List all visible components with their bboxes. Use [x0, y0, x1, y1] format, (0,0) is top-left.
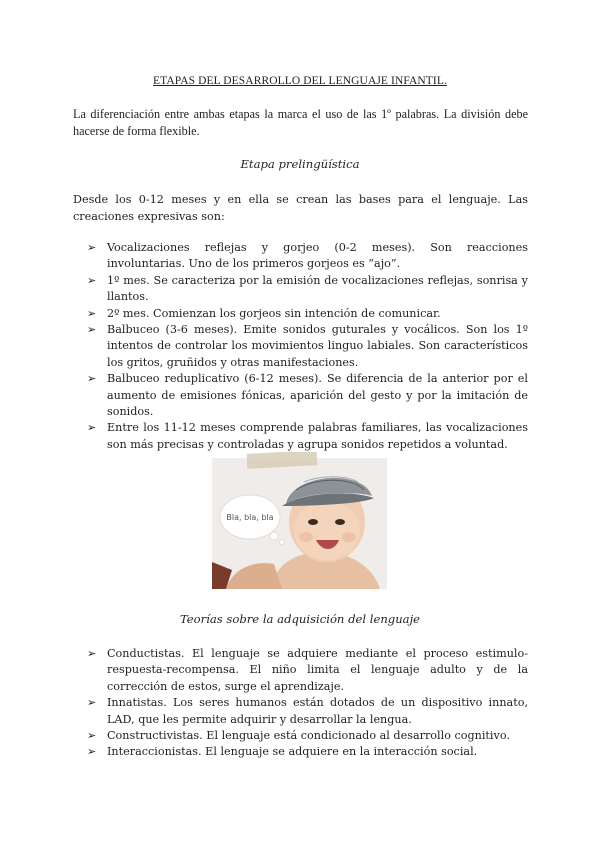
arrow-bullet-icon: ➢	[87, 696, 97, 710]
bullet-text: 1º mes. Se caracteriza por la emisión de vocalizaciones reflejas, sonrisa y llantos.	[107, 273, 528, 304]
section1-intro: Desde los 0-12 meses y en ella se crean las bases para el lenguaje. Las creaciones expresivas son:	[73, 193, 528, 223]
list-item	[87, 371, 528, 420]
arrow-bullet-icon: ➢	[87, 745, 97, 759]
bullet-text: Entre los 11-12 meses comprende palabras familiares, las vocalizaciones son más precisas y controladas y agrupa sonidos repetidos a voluntad.	[107, 421, 528, 451]
section-heading-theories: Teorías sobre la adquisición del lenguaje	[179, 612, 421, 626]
intro-paragraph: La diferenciación entre ambas etapas la marca el uso de las 1º palabras. La división debe hacerse de forma flexible.	[73, 107, 528, 138]
bullet-text: Vocalizaciones reflejas y gorjeo (0-2 meses). Son reacciones involuntarias. Uno de los primeros gorjeos es “ajo”.	[107, 241, 528, 271]
speech-bubble-text: Bla, bla, bla	[226, 513, 274, 522]
bullet-text: Interaccionistas. El lenguaje se adquiere en la interacción social.	[107, 745, 478, 759]
bullet-text: 2º mes. Comienzan los gorjeos sin intención de comunicar.	[107, 306, 441, 320]
section-heading-prelinguistic: Etapa prelingüística	[240, 157, 360, 171]
list-item	[87, 744, 528, 760]
list-item	[87, 646, 528, 695]
bullet-text: Constructivistas. El lenguaje está condicionado al desarrollo cognitivo.	[107, 729, 510, 743]
bullet-text: Balbuceo (3-6 meses). Emite sonidos guturales y vocálicos. Son los 1º intentos de controlar los movimientos linguo labiales. Son característicos los gritos, gruñidos y otras manifestaciones.	[107, 323, 528, 369]
list-item	[87, 420, 528, 453]
arrow-bullet-icon: ➢	[87, 729, 97, 743]
arrow-bullet-icon: ➢	[87, 421, 97, 435]
bullet-text: Conductistas. El lenguaje se adquiere mediante el proceso estimulo-respuesta-recompensa. El niño limita el lenguaje adulto y de la corrección de estos, surge el aprendizaje.	[107, 647, 528, 693]
list-item	[87, 728, 528, 744]
arrow-bullet-icon: ➢	[87, 241, 97, 254]
list-item	[87, 240, 528, 273]
section1-bullet-list	[87, 240, 528, 453]
arrow-bullet-icon: ➢	[87, 647, 97, 660]
arrow-bullet-icon: ➢	[87, 372, 97, 386]
list-item	[87, 273, 528, 306]
arrow-bullet-icon: ➢	[87, 273, 97, 287]
section2-bullet-list	[87, 646, 528, 761]
arrow-bullet-icon: ➢	[87, 323, 97, 337]
list-item	[87, 322, 528, 371]
list-item	[87, 695, 528, 728]
bullet-text: Balbuceo reduplicativo (6-12 meses). Se diferencia de la anterior por el aumento de emisiones fónicas, aparición del gesto y por la imitación de sonidos.	[107, 372, 528, 419]
arrow-bullet-icon: ➢	[87, 306, 97, 320]
baby-photo	[212, 452, 387, 589]
list-item	[87, 306, 528, 322]
document-title: ETAPAS DEL DESARROLLO DEL LENGUAJE INFANTIL.	[153, 75, 447, 87]
bullet-text: Innatistas. Los seres humanos están dotados de un dispositivo innato, LAD, que les permite adquirir y desarrollar la lengua.	[107, 696, 528, 726]
